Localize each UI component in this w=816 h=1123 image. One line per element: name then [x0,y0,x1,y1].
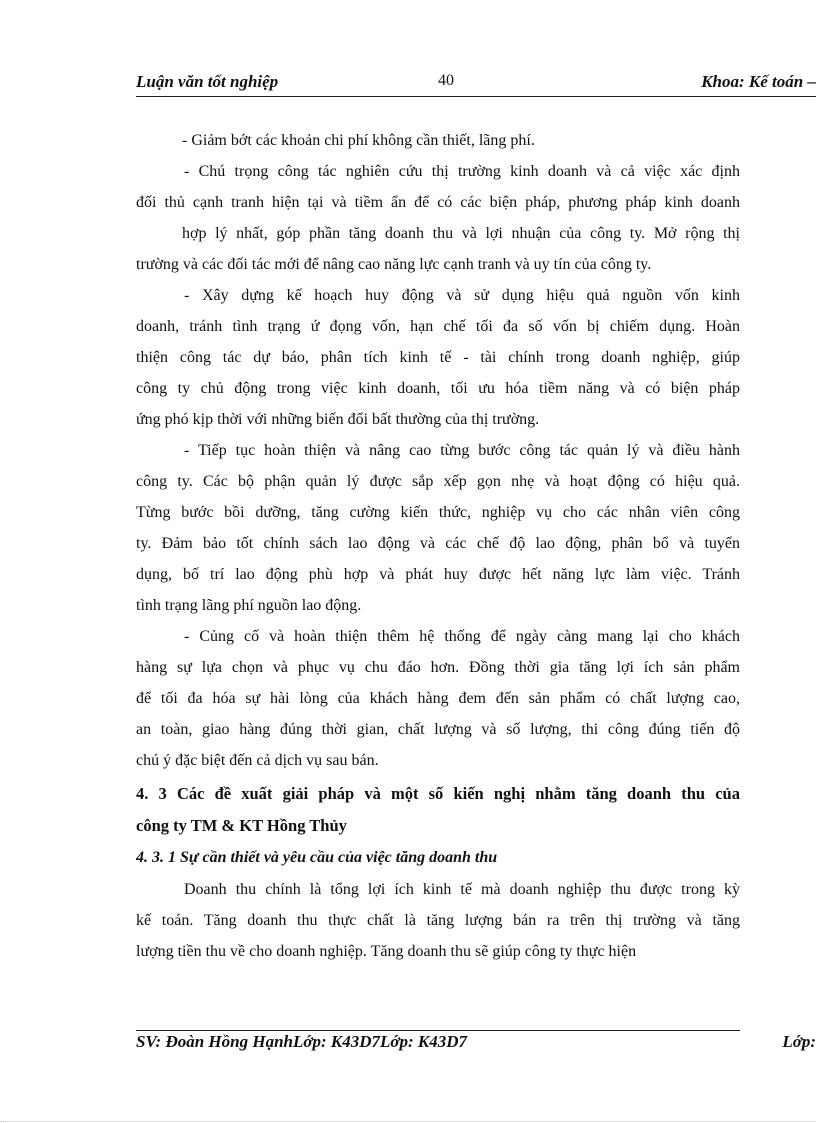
paragraph-line: kế toán. Tăng doanh thu thực chất là tăng lượng bán ra trên thị trường và tăng [136,912,740,929]
paragraph-line: - Giảm bớt các khoản chi phí không cần thiết, lãng phí. [182,132,535,149]
page-number: 40 [438,72,454,89]
paragraph-line: thiện công tác dự báo, phân tích kinh tế - tài chính trong doanh nghiệp, giúp [136,349,740,366]
page-footer [136,1032,816,1056]
paragraph-line: Doanh thu chính là tổng lợi ích kinh tế mà doanh nghiệp thu được trong kỳ [184,881,740,898]
paragraph-line: trường và các đối tác mới để nâng cao năng lực cạnh tranh và uy tín của công ty. [136,256,652,273]
footer-student: SV: Đoàn Hồng HạnhLớp: K43D7Lớp: K43D7 [136,1032,468,1051]
paragraph-line: doanh, tránh tình trạng ứ đọng vốn, hạn chế tối đa số vốn bị chiếm dụng. Hoàn [136,318,740,335]
paragraph-line: ty. Đảm bảo tốt chính sách lao động và các chế độ lao động, phân bổ và tuyển [136,535,740,552]
paragraph-line: chú ý đặc biệt đến cả dịch vụ sau bán. [136,752,379,769]
paragraph-line: để tối đa hóa sự hài lòng của khách hàng đem đến sản phẩm có chất lượng cao, [136,690,740,707]
paragraph-line: - Xây dựng kế hoạch huy động và sử dụng hiệu quả nguồn vốn kinh [184,287,740,304]
footer-class: Lớp: [782,1032,816,1051]
page-header [136,72,816,98]
subsection-heading: 4. 3. 1 Sự cần thiết và yêu cầu của việc tăng doanh thu [136,849,498,866]
paragraph-line: hàng sự lựa chọn và phục vụ chu đáo hơn. Đồng thời gia tăng lợi ích sản phẩm [136,659,740,676]
paragraph-line: tình trạng lãng phí nguồn lao động. [136,597,362,614]
paragraph-line: công ty. Các bộ phận quản lý được sắp xếp gọn nhẹ và hoạt động có hiệu quả. [136,473,740,490]
paragraph-line: an toàn, giao hàng đúng thời gian, chất lượng và số lượng, thi công đúng tiến độ [136,721,740,738]
paragraph-line: - Củng cố và hoàn thiện thêm hệ thống để ngày càng mang lại cho khách [184,628,740,645]
paragraph-line: công ty chủ động trong việc kinh doanh, tối ưu hóa tiềm năng và có biện pháp [136,380,740,397]
paragraph-line: dụng, bố trí lao động phù hợp và phát huy được hết năng lực làm việc. Tránh [136,566,740,583]
section-heading: công ty TM & KT Hồng Thủy [136,816,347,835]
header-thesis-title: Luận văn tốt nghiệp [136,72,279,91]
paragraph-line: lượng tiền thu về cho doanh nghiệp. Tăng doanh thu sẽ giúp công ty thực hiện [136,943,637,960]
paragraph-line: - Chú trọng công tác nghiên cứu thị trường kinh doanh và cả việc xác định [184,163,740,180]
paragraph-line: hợp lý nhất, góp phần tăng doanh thu và lợi nhuận của công ty. Mở rộng thị [182,225,740,242]
paragraph-line: đối thủ cạnh tranh hiện tại và tiềm ẩn để có các biện pháp, phương pháp kinh doanh [136,194,740,211]
paragraph-line: ứng phó kịp thời với những biến đổi bất thường của thị trường. [136,411,540,428]
paragraph-line: - Tiếp tục hoàn thiện và nâng cao từng bước công tác quản lý và điều hành [184,442,740,459]
footer-rule [136,1030,740,1031]
header-rule [136,96,816,97]
page-edge-divider [0,1121,816,1122]
header-faculty: Khoa: Kế toán – [701,72,816,91]
paragraph-line: Từng bước bồi dưỡng, tăng cường kiến thức, nghiệp vụ cho các nhân viên công [136,504,740,521]
section-heading: 4. 3 Các đề xuất giải pháp và một số kiến nghị nhằm tăng doanh thu của [136,784,740,803]
